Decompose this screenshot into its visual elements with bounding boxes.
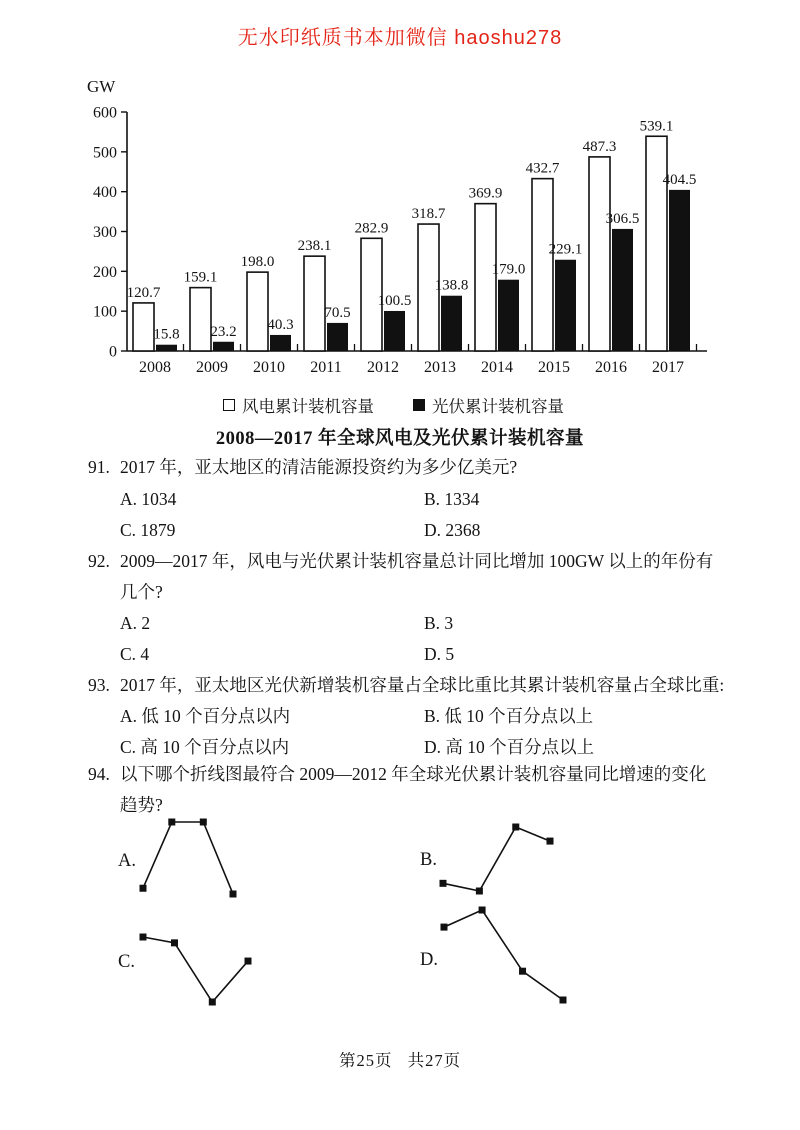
- question-92: [88, 550, 713, 572]
- option-chart-label: A.: [118, 851, 136, 871]
- question-91-options: [120, 488, 480, 541]
- wind-value-label: 198.0: [240, 254, 275, 271]
- wind-value-label: 159.1: [183, 269, 218, 286]
- data-point-marker: [479, 907, 486, 914]
- data-point-marker: [230, 891, 237, 898]
- wind-bar-2008: [133, 303, 154, 351]
- option-91-a: A. 1034: [120, 489, 177, 509]
- wind-value-label: 282.9: [354, 220, 389, 237]
- solar-value-label: 70.5: [324, 304, 351, 321]
- wind-series-swatch-icon: [223, 399, 235, 411]
- question-94-number: 94.: [88, 764, 110, 784]
- wind-value-label: 539.1: [639, 118, 674, 135]
- mini-chart-a: [118, 819, 237, 898]
- data-point-marker: [168, 819, 175, 826]
- option-92-a: A. 2: [120, 613, 151, 633]
- mini-chart-c: [118, 934, 252, 1006]
- option-91-d: D. 2368: [424, 520, 481, 540]
- y-tick-label: 200: [93, 263, 117, 281]
- question-93-text: 2017 年，亚太地区光伏新增装机容量占全球比重比其累计装机容量占全球比重:: [120, 675, 725, 695]
- wind-value-label: 487.3: [582, 138, 617, 155]
- option-93-b: B. 低 10 个百分点以上: [424, 706, 594, 726]
- solar-value-label: 23.2: [210, 323, 237, 340]
- wind-bar-2016: [589, 157, 610, 351]
- solar-bar-2009: [213, 342, 234, 351]
- solar-bar-2014: [498, 280, 519, 351]
- solar-value-label: 306.5: [605, 210, 640, 227]
- y-tick-label: 500: [93, 144, 117, 162]
- solar-bar-2013: [441, 296, 462, 351]
- option-93-d: D. 高 10 个百分点以上: [424, 737, 595, 757]
- question-94-text-line2: 趋势?: [120, 795, 163, 815]
- x-tick-label: 2010: [253, 359, 285, 376]
- mini-chart-d: [420, 907, 567, 1004]
- legend-item-wind: [223, 393, 374, 417]
- x-tick-label: 2016: [595, 359, 627, 376]
- question-93: [88, 674, 724, 696]
- wind-bar-2010: [247, 272, 268, 351]
- y-tick-label: 600: [93, 104, 117, 122]
- question-92-text: 2009—2017 年，风电与光伏累计装机容量总计同比增加 100GW 以上的年份有: [120, 551, 714, 571]
- mini-chart-b: [420, 824, 554, 895]
- question-92-options: [120, 612, 454, 665]
- option-92-b: B. 3: [424, 613, 454, 633]
- question-93-options: [120, 705, 594, 758]
- option-93-a: A. 低 10 个百分点以内: [120, 706, 291, 726]
- trend-line: [443, 827, 550, 891]
- option-chart-label: B.: [420, 850, 437, 870]
- option-92-d: D. 5: [424, 644, 455, 664]
- wind-bar-2015: [532, 179, 553, 351]
- solar-value-label: 229.1: [548, 241, 583, 258]
- option-chart-label: D.: [420, 950, 438, 970]
- x-tick-label: 2009: [196, 359, 228, 376]
- data-point-marker: [200, 819, 207, 826]
- chart-title: 2008—2017 年全球风电及光伏累计装机容量: [215, 429, 585, 449]
- solar-bar-2016: [612, 229, 633, 351]
- x-tick-label: 2017: [652, 359, 684, 376]
- data-point-marker: [560, 997, 567, 1004]
- option-chart-label: C.: [118, 952, 135, 972]
- solar-value-label: 179.0: [491, 261, 526, 278]
- x-tick-label: 2011: [310, 359, 342, 376]
- wind-bar-2017: [646, 136, 667, 351]
- data-point-marker: [140, 934, 147, 941]
- option-91-b: B. 1334: [424, 489, 480, 509]
- question-91: [88, 456, 517, 478]
- y-axis-unit-label: GW: [87, 77, 116, 96]
- question-94-option-charts: [0, 805, 800, 1025]
- data-point-marker: [547, 838, 554, 845]
- y-tick-label: 300: [93, 224, 117, 241]
- solar-series-label: 光伏累计装机容量: [432, 397, 564, 416]
- y-tick-label: 400: [93, 184, 117, 202]
- option-93-c: C. 高 10 个百分点以内: [120, 737, 290, 757]
- data-point-marker: [245, 958, 252, 965]
- trend-line: [444, 910, 563, 1000]
- wind-series-label: 风电累计装机容量: [242, 397, 374, 416]
- data-point-marker: [476, 888, 483, 895]
- x-tick-label: 2008: [139, 359, 171, 376]
- watermark-text: 无水印纸质书本加微信 haoshu278: [237, 27, 563, 49]
- solar-bar-2008: [156, 345, 177, 351]
- question-94: [88, 763, 706, 785]
- solar-value-label: 100.5: [377, 292, 412, 309]
- question-93-number: 93.: [88, 675, 110, 695]
- solar-value-label: 404.5: [662, 171, 697, 188]
- trend-line: [143, 937, 248, 1002]
- solar-series-swatch-icon: [413, 399, 425, 411]
- solar-bar-2012: [384, 311, 405, 351]
- question-92-text-line2: 几个?: [120, 582, 163, 602]
- trend-line: [143, 822, 233, 894]
- chart-legend: [0, 393, 800, 416]
- y-tick-label: 0: [109, 343, 117, 361]
- x-tick-label: 2012: [367, 359, 399, 376]
- solar-value-label: 40.3: [267, 316, 294, 333]
- solar-bar-2010: [270, 335, 291, 351]
- capacity-bar-chart: [75, 68, 725, 388]
- question-92-number: 92.: [88, 551, 110, 571]
- legend-item-solar: [413, 393, 564, 417]
- wind-bar-2011: [304, 256, 325, 351]
- x-tick-label: 2014: [481, 359, 513, 376]
- data-point-marker: [512, 824, 519, 831]
- wind-value-label: 432.7: [525, 160, 560, 177]
- data-point-marker: [171, 939, 178, 946]
- option-92-c: C. 4: [120, 644, 150, 664]
- page-footer: 第25页 共27页: [338, 1051, 462, 1070]
- wind-bar-2009: [190, 288, 211, 351]
- wind-value-label: 318.7: [411, 206, 446, 223]
- y-tick-label: 100: [93, 303, 117, 321]
- x-tick-label: 2015: [538, 359, 570, 376]
- option-91-c: C. 1879: [120, 520, 176, 540]
- wind-value-label: 369.9: [468, 185, 503, 202]
- wind-value-label: 238.1: [297, 238, 332, 255]
- wind-value-label: 120.7: [126, 284, 161, 301]
- solar-bar-2015: [555, 260, 576, 351]
- question-94-text: 以下哪个折线图最符合 2009—2012 年全球光伏累计装机容量同比增速的变化: [120, 764, 707, 784]
- data-point-marker: [440, 880, 447, 887]
- data-point-marker: [140, 885, 147, 892]
- solar-value-label: 15.8: [153, 326, 180, 343]
- data-point-marker: [209, 999, 216, 1006]
- solar-value-label: 138.8: [434, 277, 469, 294]
- solar-bar-2017: [669, 190, 690, 351]
- data-point-marker: [441, 924, 448, 931]
- data-point-marker: [519, 968, 526, 975]
- question-91-number: 91.: [88, 457, 110, 477]
- question-91-text: 2017 年，亚太地区的清洁能源投资约为多少亿美元?: [120, 457, 518, 477]
- solar-bar-2011: [327, 323, 348, 351]
- x-tick-label: 2013: [424, 359, 456, 376]
